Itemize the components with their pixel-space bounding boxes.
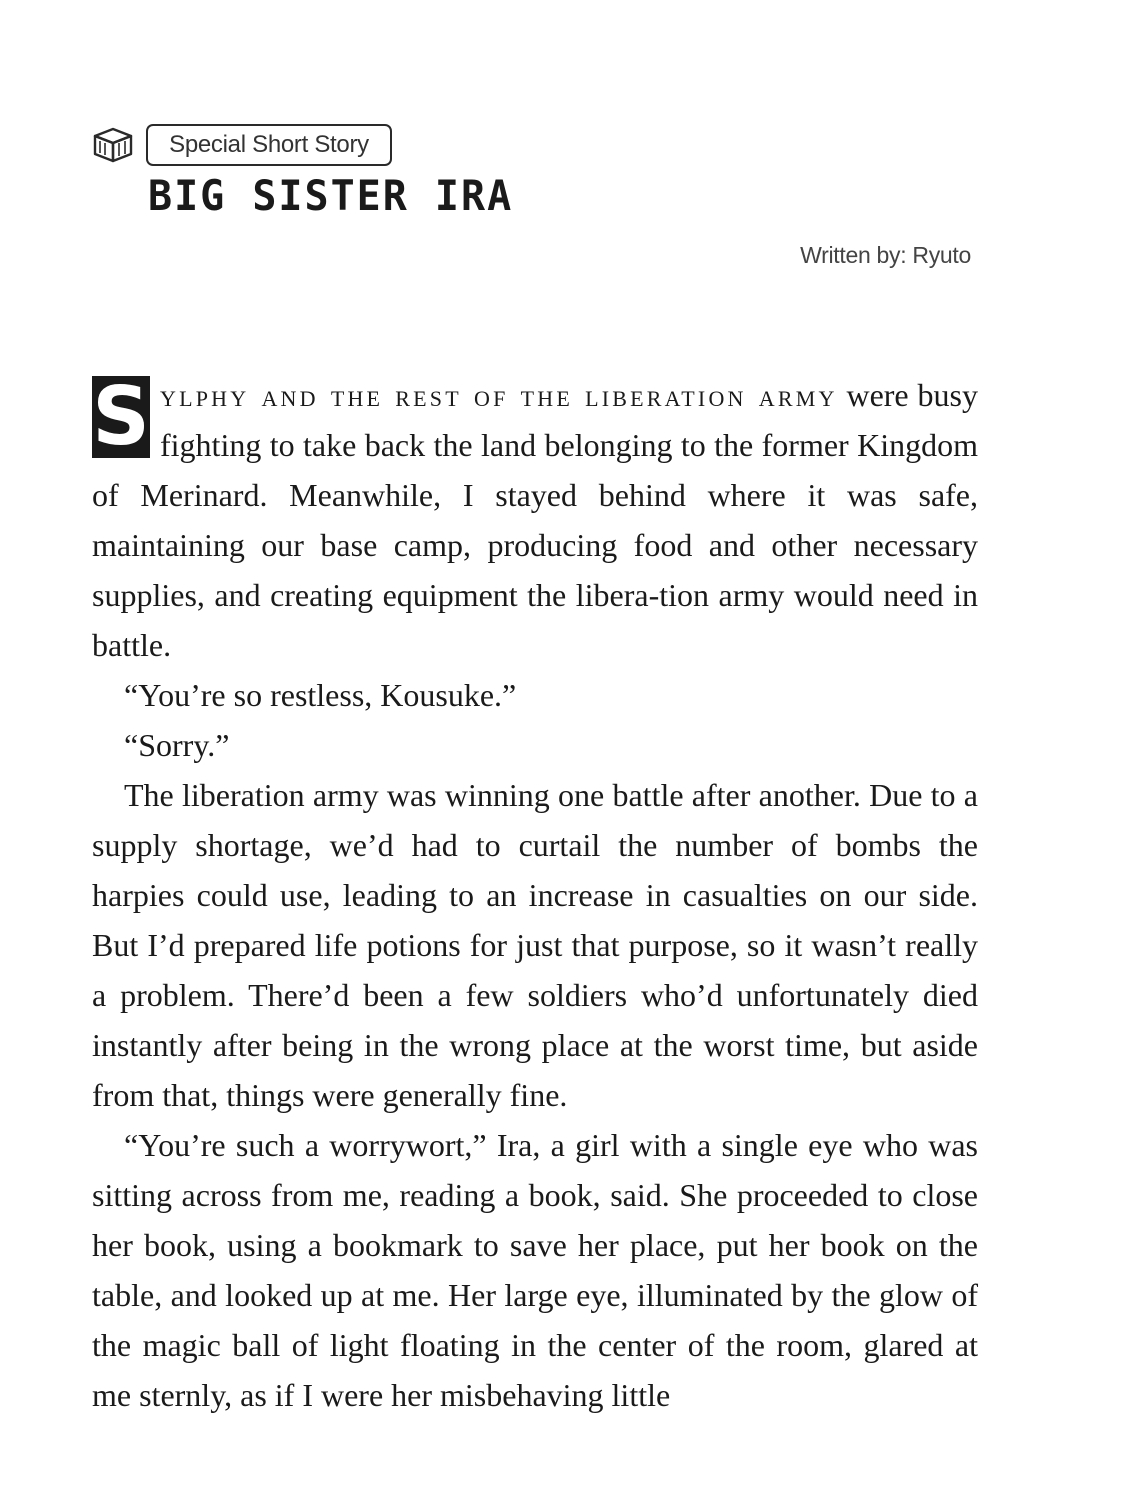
opening-paragraph (92, 370, 978, 670)
drop-cap: S (92, 376, 150, 458)
paragraph: The liberation army was winning one battle after another. Due to a supply shortage, we’d had to curtail the number of bombs the harpies could use, leading to an increase in casualties on our side. But I’d prepared life potions for just that purpose, so it wasn’t really a problem. There’d been a few soldiers who’d unfortunately died instantly after being in the wrong place at the worst time, but aside from that, things were generally fine. (92, 777, 978, 1113)
dialogue-line: “You’re so restless, Kousuke.” (124, 677, 517, 713)
paragraph: “You’re such a worrywort,” Ira, a girl with a single eye who was sitting across from me, reading a book, said. She proceeded to close her book, using a bookmark to save her place, put her book on the table, and looked up at me. Her large eye, illuminated by the glow of the magic ball of light floating in the center of the room, glared at me sternly, as if I were her misbehaving little (92, 1127, 978, 1413)
cube-icon (92, 126, 134, 164)
story-body (92, 370, 978, 1420)
paragraph-text: were busy fighting to take back the land belonging to the former Kingdom of Merinard. Meanwhile, I stayed behind where it was safe, maintaining our base camp, producing food and other necessary supplies, and creating equipment the libera-tion army would need in battle. (92, 377, 978, 663)
section-label: Special Short Story (169, 130, 369, 158)
story-title: BIG SISTER IRA (148, 172, 514, 221)
opening-smallcaps: ylphy and the rest of the liberation army (160, 377, 838, 413)
author-byline: Written by: Ryuto (800, 242, 971, 268)
section-label-box (146, 124, 392, 166)
dialogue-line: “Sorry.” (124, 727, 230, 763)
